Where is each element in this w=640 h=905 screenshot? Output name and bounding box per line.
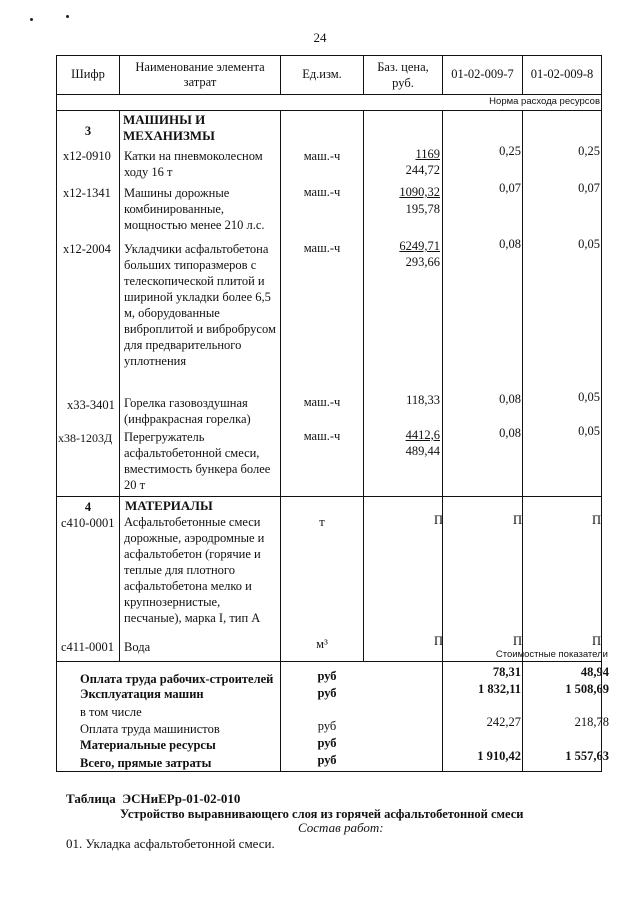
- norm-label: Норма расхода ресурсов: [489, 96, 600, 107]
- row-value-col2: 0,05: [578, 237, 600, 251]
- row-name: Укладчики асфальтобетона больших типоразмеров с телескопической плитой и шириной укладки более 6,5 м, оборудованные виброплитой и вибробрусом для предварительного уплотнения: [124, 242, 276, 368]
- row-value-col1: П: [512, 513, 522, 527]
- summary-value-col1: 78,31: [492, 665, 521, 679]
- row-value-col1: 0,08: [499, 392, 521, 406]
- row-price-2: 293,66: [405, 255, 440, 269]
- row-unit: маш.-ч: [303, 395, 341, 409]
- header-base-price: Баз. цена, руб.: [377, 60, 429, 90]
- summary-label: Оплата труда машинистов: [80, 722, 220, 736]
- row-value-col1: 0,08: [499, 426, 521, 440]
- row-price: 1090,32: [399, 185, 440, 199]
- summary-label: Эксплуатация машин: [80, 687, 204, 701]
- row-value-col2: 0,07: [578, 181, 600, 195]
- row-value-col1: 0,07: [499, 181, 521, 195]
- row-unit: м³: [316, 637, 328, 651]
- row-price: П: [433, 513, 443, 527]
- row-price-2: 489,44: [405, 444, 440, 458]
- section-title: МАТЕРИАЛЫ: [125, 498, 213, 513]
- row-code: с411-0001: [61, 640, 114, 654]
- row-code: х12-1341: [63, 186, 111, 200]
- summary-unit: руб: [317, 753, 337, 767]
- row-name: Вода: [124, 640, 151, 654]
- row-unit: маш.-ч: [303, 149, 341, 163]
- row-code: х38-1203Д: [58, 431, 113, 445]
- header-col2: 01-02-009-8: [530, 67, 594, 81]
- row-price: 4412,6: [405, 428, 440, 442]
- row-name: Машины дорожные комбинированные, мощностью менее 210 л.с.: [124, 186, 265, 232]
- row-price: 6249,71: [399, 239, 440, 253]
- cost-label: Стоимостные показатели: [495, 649, 608, 660]
- table-caption: Таблица ЭСНиЕРр-01-02-010: [66, 791, 241, 806]
- row-value-col1: П: [512, 634, 522, 648]
- row-price-2: 244,72: [405, 163, 440, 177]
- header-col1: 01-02-009-7: [451, 67, 514, 81]
- summary-label: Оплата труда рабочих-строителей: [80, 672, 274, 686]
- row-price: П: [433, 634, 443, 648]
- section-number: 3: [84, 124, 92, 138]
- row-price-2: 195,78: [405, 202, 440, 216]
- table-title: Устройство выравнивающего слоя из горячей асфальтобетонной смеси: [120, 807, 524, 821]
- row-unit: маш.-ч: [303, 429, 341, 443]
- scan-speck: [30, 18, 33, 21]
- summary-label: в том числе: [80, 705, 142, 719]
- row-name: Горелка газовоздушная (инфракрасная горелка): [124, 396, 251, 426]
- row-name: Асфальтобетонные смеси дорожные, аэродромные и асфальтобетон (горячие и теплые для плотного асфальтобетона мелко и крупнозернистые, песчаные), марка I, тип А: [124, 515, 265, 625]
- header-name: Наименование элемента затрат: [135, 60, 265, 89]
- summary-unit: руб: [317, 736, 337, 750]
- row-value-col1: 0,25: [499, 144, 521, 158]
- summary-value-col2: 218,78: [574, 715, 609, 729]
- page-number: 24: [313, 30, 327, 45]
- row-price: 118,33: [406, 393, 440, 407]
- row-code: х12-2004: [63, 242, 111, 256]
- summary-label: Материальные ресурсы: [80, 738, 216, 752]
- row-value-col2: 0,25: [578, 144, 600, 158]
- row-code: х12-0910: [63, 149, 111, 163]
- section-title: МАШИНЫ И МЕХАНИЗМЫ: [123, 112, 215, 143]
- row-unit: маш.-ч: [303, 241, 341, 255]
- header-unit: Ед.изм.: [302, 67, 342, 81]
- scan-speck: [66, 15, 69, 18]
- summary-value-col1: 1 910,42: [477, 749, 521, 763]
- section-number: 4: [84, 500, 92, 514]
- row-value-col1: 0,08: [499, 237, 521, 251]
- summary-label: Всего, прямые затраты: [80, 756, 212, 770]
- row-unit: маш.-ч: [303, 185, 341, 199]
- summary-value-col2: 1 557,63: [565, 749, 609, 763]
- row-value-col2: 0,05: [578, 390, 600, 404]
- summary-value-col2: 48,94: [580, 665, 609, 679]
- summary-unit: руб: [317, 686, 337, 700]
- row-value-col2: 0,05: [578, 424, 600, 438]
- summary-value-col1: 242,27: [486, 715, 521, 729]
- summary-value-col2: 1 508,69: [565, 682, 609, 696]
- row-price: 1169: [415, 147, 440, 161]
- row-value-col2: П: [591, 634, 601, 648]
- row-code: с410-0001: [61, 516, 115, 530]
- row-code: х33-3401: [67, 398, 115, 412]
- summary-unit: руб: [317, 669, 337, 683]
- work-composition-heading: Состав работ:: [298, 820, 384, 835]
- row-name: Перегружатель асфальтобетонной смеси, вместимость бункера более 20 т: [124, 430, 271, 492]
- header-code: Шифр: [71, 67, 105, 81]
- work-item: 01. Укладка асфальтобетонной смеси.: [66, 836, 275, 851]
- summary-unit: руб: [317, 719, 337, 733]
- row-unit: т: [319, 515, 325, 529]
- row-value-col2: П: [591, 513, 601, 527]
- summary-value-col1: 1 832,11: [477, 682, 521, 696]
- row-name: Катки на пневмоколесном ходу 16 т: [124, 149, 263, 179]
